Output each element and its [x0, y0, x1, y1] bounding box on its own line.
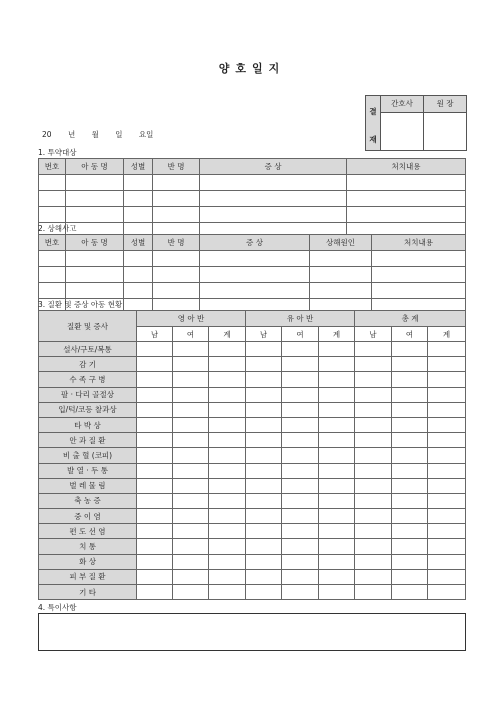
illness-cell[interactable] — [392, 372, 428, 387]
illness-cell[interactable] — [319, 524, 355, 539]
table-row — [39, 569, 466, 584]
illness-subheader: 남 — [355, 327, 392, 342]
illness-cell[interactable] — [355, 433, 392, 448]
illness-cell[interactable] — [246, 402, 282, 417]
illness-cell[interactable] — [173, 463, 209, 478]
illness-cell[interactable] — [246, 463, 282, 478]
illness-cell[interactable] — [137, 509, 173, 524]
table-row — [39, 175, 466, 191]
table-row — [39, 524, 466, 539]
table-row — [39, 463, 466, 478]
illness-cell[interactable] — [246, 342, 282, 357]
illness-cell[interactable] — [137, 585, 173, 600]
injury-cell[interactable] — [39, 267, 66, 283]
section2-title: 2. 상해사고 — [38, 224, 77, 233]
illness-cell[interactable] — [392, 342, 428, 357]
injury-cell[interactable] — [200, 251, 310, 267]
illness-cell[interactable] — [355, 357, 392, 372]
illness-corner: 질환 및 증사 — [39, 311, 137, 342]
section3-title: 3. 질환 및 증상 아동 현황 — [38, 300, 123, 309]
injury-cell[interactable] — [200, 283, 310, 299]
injury-cell[interactable] — [39, 251, 66, 267]
illness-cell[interactable] — [246, 478, 282, 493]
medication-header-0: 번호 — [39, 159, 66, 175]
illness-cell[interactable] — [173, 493, 209, 508]
illness-cell[interactable] — [137, 372, 173, 387]
illness-cell[interactable] — [137, 524, 173, 539]
illness-cell[interactable] — [282, 387, 319, 402]
table-row — [39, 283, 466, 299]
approval-head-director: 원 장 — [424, 96, 467, 113]
illness-cell[interactable] — [392, 569, 428, 584]
illness-cell[interactable] — [355, 554, 392, 569]
date-month-label: 월 — [91, 130, 99, 139]
medication-header-4: 증 상 — [200, 159, 347, 175]
illness-cell[interactable] — [319, 493, 355, 508]
date-line — [42, 129, 167, 140]
injury-cell[interactable] — [124, 283, 153, 299]
illness-cell[interactable] — [428, 524, 466, 539]
illness-cell[interactable] — [428, 539, 466, 554]
illness-cell[interactable] — [173, 448, 209, 463]
illness-cell[interactable] — [282, 493, 319, 508]
illness-cell[interactable] — [428, 372, 466, 387]
illness-cell[interactable] — [428, 357, 466, 372]
injury-cell[interactable] — [200, 267, 310, 283]
illness-row-label: 설사/구토/복통 — [39, 342, 137, 357]
illness-subheader: 계 — [209, 327, 246, 342]
illness-cell[interactable] — [428, 433, 466, 448]
section4-title: 4. 특이사항 — [38, 603, 77, 612]
illness-cell[interactable] — [209, 524, 246, 539]
injury-cell[interactable] — [153, 251, 200, 267]
illness-cell[interactable] — [209, 357, 246, 372]
table-row — [39, 509, 466, 524]
injury-header-2: 성별 — [124, 235, 153, 251]
illness-cell[interactable] — [209, 539, 246, 554]
illness-cell[interactable] — [209, 478, 246, 493]
medication-cell[interactable] — [347, 175, 466, 191]
illness-cell[interactable] — [319, 509, 355, 524]
illness-cell[interactable] — [282, 357, 319, 372]
illness-cell[interactable] — [282, 372, 319, 387]
notes-box[interactable] — [38, 613, 466, 651]
illness-cell[interactable] — [319, 539, 355, 554]
medication-cell[interactable] — [124, 207, 153, 223]
illness-cell[interactable] — [246, 372, 282, 387]
illness-row-label: 벌 레 물 림 — [39, 478, 137, 493]
medication-cell[interactable] — [39, 207, 66, 223]
illness-row-label: 발 열 · 두 통 — [39, 463, 137, 478]
medication-header-5: 처치내용 — [347, 159, 466, 175]
illness-cell[interactable] — [246, 524, 282, 539]
illness-row-label: 입/턱/코등 찰과상 — [39, 402, 137, 417]
injury-header-3: 반 명 — [153, 235, 200, 251]
illness-cell[interactable] — [137, 569, 173, 584]
medication-cell[interactable] — [153, 175, 200, 191]
illness-cell[interactable] — [319, 569, 355, 584]
illness-row-label: 기 타 — [39, 585, 137, 600]
illness-cell[interactable] — [246, 493, 282, 508]
injury-cell[interactable] — [310, 283, 372, 299]
illness-cell[interactable] — [173, 569, 209, 584]
medication-cell[interactable] — [153, 207, 200, 223]
medication-cell[interactable] — [66, 191, 124, 207]
illness-cell[interactable] — [209, 463, 246, 478]
injury-header-4: 증 상 — [200, 235, 310, 251]
illness-cell[interactable] — [173, 387, 209, 402]
approval-side-bottom: 재 — [369, 135, 377, 144]
illness-cell[interactable] — [173, 539, 209, 554]
illness-cell[interactable] — [319, 417, 355, 432]
medication-cell[interactable] — [153, 191, 200, 207]
table-row — [39, 478, 466, 493]
illness-cell[interactable] — [392, 509, 428, 524]
illness-cell[interactable] — [319, 554, 355, 569]
illness-cell[interactable] — [282, 585, 319, 600]
table-row — [39, 539, 466, 554]
illness-row-label: 비 출 혈 (코피) — [39, 448, 137, 463]
table-row — [39, 417, 466, 432]
illness-cell[interactable] — [282, 463, 319, 478]
illness-cell[interactable] — [282, 539, 319, 554]
illness-cell[interactable] — [355, 585, 392, 600]
illness-cell[interactable] — [319, 342, 355, 357]
illness-cell[interactable] — [137, 448, 173, 463]
injury-header-6: 처치내용 — [372, 235, 466, 251]
illness-row-label: 중 이 염 — [39, 509, 137, 524]
illness-cell[interactable] — [137, 387, 173, 402]
illness-row-label: 타 박 상 — [39, 417, 137, 432]
injury-cell[interactable] — [66, 267, 124, 283]
illness-cell[interactable] — [282, 554, 319, 569]
illness-cell[interactable] — [137, 478, 173, 493]
illness-cell[interactable] — [173, 524, 209, 539]
illness-cell[interactable] — [319, 433, 355, 448]
illness-cell[interactable] — [355, 509, 392, 524]
illness-cell[interactable] — [282, 509, 319, 524]
illness-cell[interactable] — [173, 554, 209, 569]
illness-cell[interactable] — [282, 433, 319, 448]
medication-cell[interactable] — [66, 175, 124, 191]
illness-row-label: 화 상 — [39, 554, 137, 569]
illness-cell[interactable] — [355, 342, 392, 357]
illness-row-label: 안 과 질 환 — [39, 433, 137, 448]
illness-cell[interactable] — [173, 509, 209, 524]
illness-cell[interactable] — [209, 433, 246, 448]
illness-cell[interactable] — [428, 448, 466, 463]
medication-cell[interactable] — [200, 191, 347, 207]
table-row — [39, 433, 466, 448]
injury-cell[interactable] — [372, 251, 466, 267]
table-row — [39, 448, 466, 463]
medication-cell[interactable] — [347, 191, 466, 207]
illness-cell[interactable] — [392, 539, 428, 554]
illness-cell[interactable] — [137, 493, 173, 508]
illness-subheader: 남 — [137, 327, 173, 342]
illness-cell[interactable] — [392, 585, 428, 600]
table-row — [39, 251, 466, 267]
injury-header-5: 상해원인 — [310, 235, 372, 251]
medication-cell[interactable] — [39, 175, 66, 191]
approval-side-label — [366, 96, 381, 151]
illness-row-label: 축 농 증 — [39, 493, 137, 508]
illness-cell[interactable] — [319, 402, 355, 417]
illness-cell[interactable] — [392, 554, 428, 569]
illness-cell[interactable] — [246, 357, 282, 372]
date-weekday-label: 요일 — [138, 130, 154, 139]
table-row — [39, 387, 466, 402]
illness-cell[interactable] — [392, 478, 428, 493]
illness-cell[interactable] — [282, 417, 319, 432]
illness-cell[interactable] — [355, 493, 392, 508]
illness-cell[interactable] — [392, 493, 428, 508]
illness-cell[interactable] — [137, 417, 173, 432]
illness-cell[interactable] — [173, 372, 209, 387]
illness-cell[interactable] — [355, 463, 392, 478]
illness-cell[interactable] — [246, 569, 282, 584]
illness-cell[interactable] — [319, 372, 355, 387]
illness-cell[interactable] — [209, 509, 246, 524]
illness-cell[interactable] — [282, 478, 319, 493]
illness-subheader: 계 — [428, 327, 466, 342]
illness-cell[interactable] — [173, 342, 209, 357]
illness-cell[interactable] — [173, 357, 209, 372]
injury-cell[interactable] — [124, 267, 153, 283]
illness-cell[interactable] — [319, 448, 355, 463]
illness-cell[interactable] — [428, 387, 466, 402]
injury-cell[interactable] — [66, 251, 124, 267]
illness-cell[interactable] — [246, 539, 282, 554]
illness-cell[interactable] — [209, 402, 246, 417]
page-title: 양호일지 — [218, 62, 286, 75]
illness-cell[interactable] — [246, 509, 282, 524]
illness-cell[interactable] — [428, 569, 466, 584]
illness-cell[interactable] — [137, 433, 173, 448]
illness-subheader: 여 — [392, 327, 428, 342]
illness-row-label: 팔 · 다리 골절상 — [39, 387, 137, 402]
date-year-label: 년 — [67, 130, 76, 139]
date-year: 20 — [42, 130, 52, 139]
illness-cell[interactable] — [355, 539, 392, 554]
illness-cell[interactable] — [209, 554, 246, 569]
illness-cell[interactable] — [137, 463, 173, 478]
injury-cell[interactable] — [153, 267, 200, 283]
illness-cell[interactable] — [319, 478, 355, 493]
injury-cell[interactable] — [310, 267, 372, 283]
illness-group-0: 영 아 반 — [137, 311, 246, 327]
injury-cell[interactable] — [66, 283, 124, 299]
illness-cell[interactable] — [137, 342, 173, 357]
illness-cell[interactable] — [392, 417, 428, 432]
illness-cell[interactable] — [137, 554, 173, 569]
illness-cell[interactable] — [319, 387, 355, 402]
injury-header-1: 아 동 명 — [66, 235, 124, 251]
illness-subheader: 여 — [173, 327, 209, 342]
illness-cell[interactable] — [392, 387, 428, 402]
illness-cell[interactable] — [137, 402, 173, 417]
illness-row-label: 편 도 선 염 — [39, 524, 137, 539]
illness-row-label: 치 통 — [39, 539, 137, 554]
medication-header-2: 성별 — [124, 159, 153, 175]
illness-cell[interactable] — [137, 539, 173, 554]
table-row — [39, 357, 466, 372]
illness-cell[interactable] — [355, 448, 392, 463]
illness-cell[interactable] — [428, 509, 466, 524]
injury-cell[interactable] — [39, 283, 66, 299]
illness-cell[interactable] — [282, 448, 319, 463]
illness-cell[interactable] — [209, 585, 246, 600]
illness-cell[interactable] — [392, 357, 428, 372]
medication-cell[interactable] — [124, 175, 153, 191]
illness-cell[interactable] — [319, 357, 355, 372]
illness-cell[interactable] — [173, 585, 209, 600]
illness-cell[interactable] — [173, 417, 209, 432]
medication-cell[interactable] — [66, 207, 124, 223]
illness-cell[interactable] — [246, 433, 282, 448]
table-row — [39, 191, 466, 207]
illness-cell[interactable] — [355, 387, 392, 402]
medication-cell[interactable] — [200, 207, 347, 223]
injury-cell[interactable] — [310, 251, 372, 267]
illness-cell[interactable] — [209, 372, 246, 387]
illness-cell[interactable] — [428, 554, 466, 569]
approval-side-top: 결 — [369, 107, 377, 116]
illness-cell[interactable] — [428, 493, 466, 508]
table-row — [39, 493, 466, 508]
illness-cell[interactable] — [282, 342, 319, 357]
table-row — [39, 342, 466, 357]
table-row — [39, 372, 466, 387]
illness-cell[interactable] — [428, 342, 466, 357]
illness-cell[interactable] — [173, 433, 209, 448]
illness-cell[interactable] — [282, 569, 319, 584]
table-row — [39, 207, 466, 223]
illness-table — [38, 310, 466, 600]
illness-cell[interactable] — [209, 342, 246, 357]
illness-cell[interactable] — [355, 478, 392, 493]
illness-cell[interactable] — [428, 417, 466, 432]
illness-cell[interactable] — [209, 569, 246, 584]
medication-cell[interactable] — [200, 175, 347, 191]
illness-cell[interactable] — [319, 585, 355, 600]
approval-box — [365, 95, 467, 151]
approval-sign-nurse[interactable] — [381, 112, 424, 151]
illness-cell[interactable] — [209, 387, 246, 402]
illness-group-1: 유 아 반 — [246, 311, 355, 327]
illness-cell[interactable] — [392, 463, 428, 478]
illness-cell[interactable] — [355, 524, 392, 539]
illness-row-label: 감 기 — [39, 357, 137, 372]
illness-cell[interactable] — [246, 387, 282, 402]
medication-header-3: 반 명 — [153, 159, 200, 175]
table-row — [39, 402, 466, 417]
injury-cell[interactable] — [372, 283, 466, 299]
illness-cell[interactable] — [246, 417, 282, 432]
illness-subheader: 남 — [246, 327, 282, 342]
injury-cell[interactable] — [124, 251, 153, 267]
table-row — [39, 585, 466, 600]
illness-cell[interactable] — [355, 569, 392, 584]
illness-subheader: 계 — [319, 327, 355, 342]
section1-title: 1. 투약대상 — [38, 148, 77, 157]
illness-cell[interactable] — [392, 433, 428, 448]
illness-cell[interactable] — [392, 402, 428, 417]
medication-header-1: 아 동 명 — [66, 159, 124, 175]
medication-cell[interactable] — [124, 191, 153, 207]
illness-cell[interactable] — [428, 585, 466, 600]
illness-subheader: 여 — [282, 327, 319, 342]
illness-cell[interactable] — [392, 524, 428, 539]
injury-cell[interactable] — [153, 283, 200, 299]
illness-cell[interactable] — [355, 417, 392, 432]
illness-cell[interactable] — [209, 448, 246, 463]
illness-cell[interactable] — [428, 463, 466, 478]
medication-cell[interactable] — [347, 207, 466, 223]
approval-head-nurse: 간호사 — [381, 96, 424, 113]
illness-cell[interactable] — [173, 402, 209, 417]
illness-cell[interactable] — [282, 524, 319, 539]
injury-cell[interactable] — [372, 267, 466, 283]
illness-cell[interactable] — [137, 357, 173, 372]
illness-cell[interactable] — [246, 585, 282, 600]
illness-cell[interactable] — [355, 372, 392, 387]
illness-row-label: 수 족 구 병 — [39, 372, 137, 387]
table-row — [39, 267, 466, 283]
illness-cell[interactable] — [392, 448, 428, 463]
illness-cell[interactable] — [209, 417, 246, 432]
medication-cell[interactable] — [39, 191, 66, 207]
illness-cell[interactable] — [246, 448, 282, 463]
date-day-label: 일 — [115, 130, 123, 139]
medication-table — [38, 158, 466, 239]
approval-sign-director[interactable] — [424, 112, 467, 151]
illness-cell[interactable] — [173, 478, 209, 493]
illness-row-label: 피 부 질 환 — [39, 569, 137, 584]
table-row — [39, 554, 466, 569]
illness-cell[interactable] — [428, 478, 466, 493]
illness-cell[interactable] — [246, 554, 282, 569]
illness-cell[interactable] — [428, 402, 466, 417]
illness-group-2: 총 계 — [355, 311, 466, 327]
illness-cell[interactable] — [209, 493, 246, 508]
injury-header-0: 번호 — [39, 235, 66, 251]
illness-cell[interactable] — [282, 402, 319, 417]
illness-cell[interactable] — [319, 463, 355, 478]
illness-cell[interactable] — [355, 402, 392, 417]
